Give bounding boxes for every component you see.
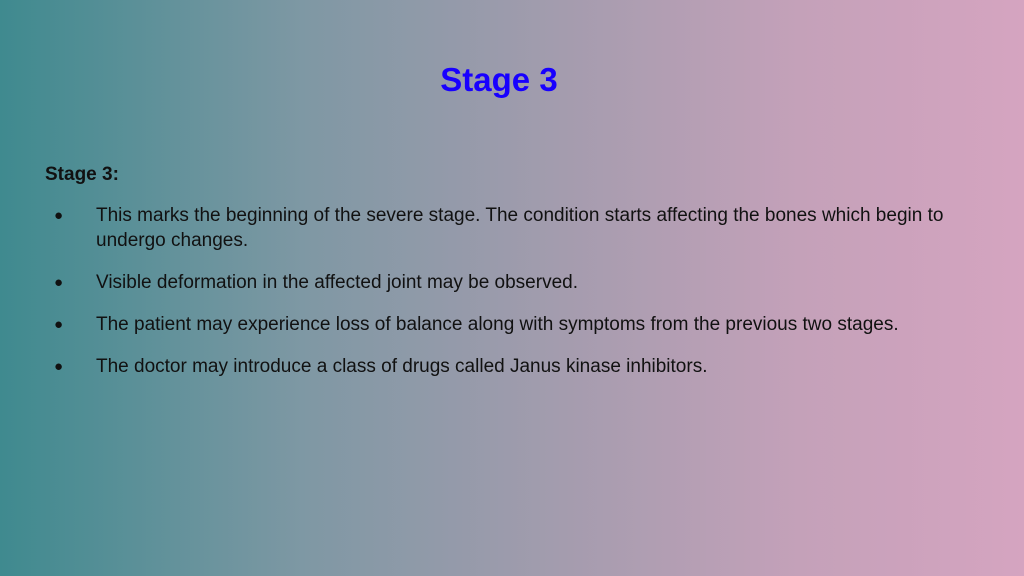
bullet-icon: ●	[54, 207, 64, 224]
bullet-text: Visible deformation in the affected joint may be observed.	[96, 272, 578, 293]
bullet-item	[45, 270, 980, 295]
bullet-text: This marks the beginning of the severe stage. The condition starts affecting the bones which begin to undergo changes.	[96, 205, 944, 251]
bullet-text: The doctor may introduce a class of drugs called Janus kinase inhibitors.	[96, 356, 708, 377]
slide-title: Stage 3	[440, 61, 558, 98]
bullet-icon: ●	[54, 274, 64, 291]
section-heading: Stage 3:	[45, 164, 119, 185]
bullet-item	[45, 203, 980, 253]
bullet-item	[45, 354, 980, 379]
bullet-icon: ●	[54, 358, 64, 375]
bullet-item	[45, 312, 980, 337]
bullet-text: The patient may experience loss of balance along with symptoms from the previous two stages.	[96, 314, 899, 335]
bullet-icon: ●	[54, 316, 64, 333]
bullet-list	[45, 203, 980, 396]
